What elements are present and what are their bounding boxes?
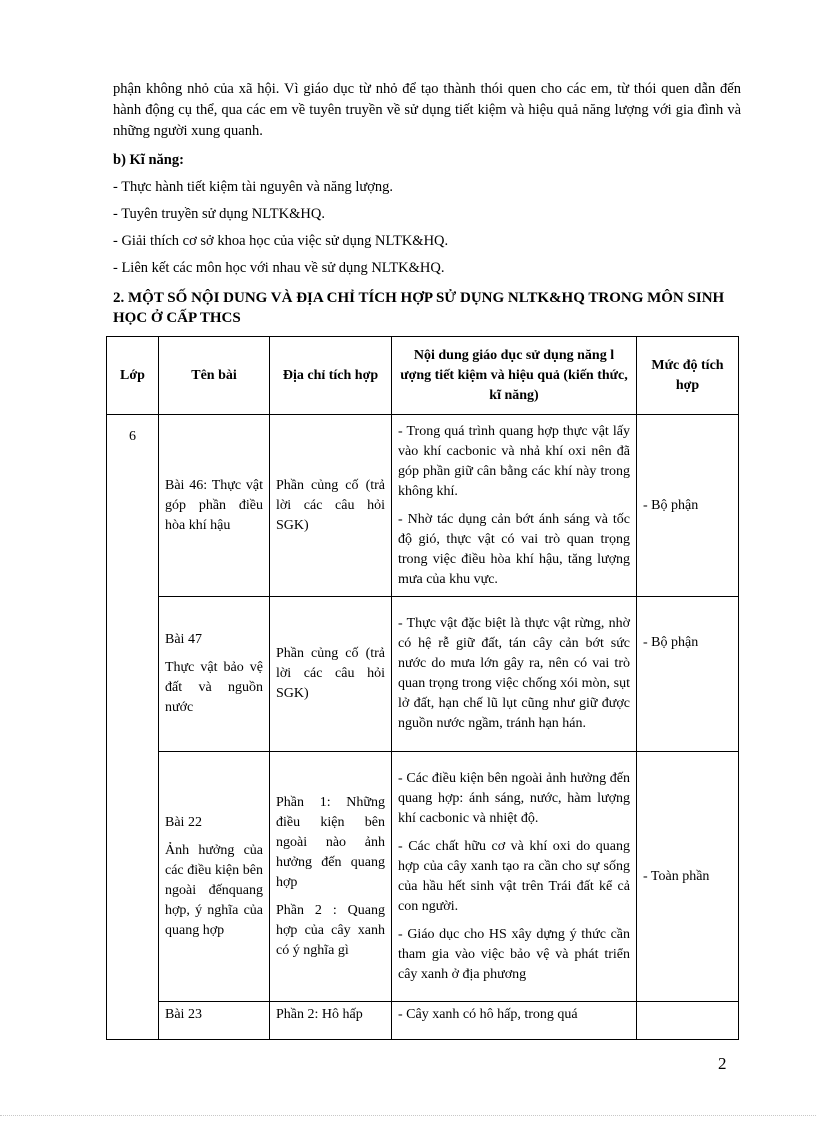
content-cell	[392, 1002, 637, 1040]
address-text: Phần 2: Hô hấp	[276, 1007, 363, 1022]
lesson-cell	[159, 597, 270, 752]
table-row	[107, 415, 739, 597]
content-paragraph: - Trong quá trình quang hợp thực vật lấy vào khí cacbonic và nhả khí oxi nên đã góp phần giữ cân bằng các khí này trong không khí.	[398, 423, 630, 499]
grade-cell: 6	[107, 415, 159, 1040]
skill-item: - Thực hành tiết kiệm tài nguyên và năng lượng.	[113, 179, 394, 195]
skills-heading: b) Kĩ năng:	[113, 152, 184, 168]
address-cell	[270, 415, 392, 597]
address-text: Phần 2 : Quang hợp của cây xanh có ý nghĩa gì	[276, 902, 385, 958]
table-header-row	[107, 337, 739, 415]
level-cell: - Bộ phận	[637, 415, 739, 597]
lesson-cell	[159, 415, 270, 597]
table-row	[107, 752, 739, 1002]
page-number: 2	[718, 1054, 727, 1073]
lesson-number: Bài 47	[165, 632, 202, 647]
address-text: Phần củng cố (trả lời các câu hỏi SGK)	[276, 477, 385, 533]
lesson-cell	[159, 1002, 270, 1040]
header-lesson: Tên bài	[159, 337, 270, 415]
lesson-name: Bài 46: Thực vật góp phần điều hòa khí hậu	[165, 477, 263, 533]
content-cell	[392, 415, 637, 597]
level-cell: - Bộ phận	[637, 597, 739, 752]
address-text: Phần 1: Những điều kiện bên ngoài nào ảnh hưởng đến quang hợp	[276, 794, 385, 890]
address-text: Phần củng cố (trả lời các câu hỏi SGK)	[276, 646, 385, 701]
content-paragraph: - Giáo dục cho HS xây dựng ý thức cần tham gia vào việc bảo vệ và phát triển cây xanh ở địa phương	[398, 926, 630, 982]
content-paragraph: - Các điều kiện bên ngoài ảnh hưởng đến quang hợp: ánh sáng, nước, hàm lượng khí cacbonic và nhiệt độ.	[398, 770, 630, 826]
header-grade: Lớp	[107, 337, 159, 415]
lesson-cell	[159, 752, 270, 1002]
lesson-number: Bài 23	[165, 1007, 202, 1022]
content-cell	[392, 597, 637, 752]
lesson-name: Ảnh hưởng của các điều kiện bên ngoài đếnquang hợp, ý nghĩa của quang hợp	[165, 842, 263, 938]
level-cell: - Toàn phần	[637, 752, 739, 1002]
table-row	[107, 1002, 739, 1040]
skill-item: - Liên kết các môn học với nhau về sử dụng NLTK&HQ.	[113, 260, 445, 276]
level-cell	[637, 1002, 739, 1040]
lesson-number: Bài 22	[165, 814, 202, 830]
content-cell	[392, 752, 637, 1002]
lesson-name: Thực vật bảo vệ đất và nguồn nước	[165, 660, 263, 715]
header-level: Mức độ tích hợp	[637, 337, 739, 415]
header-address: Địa chỉ tích hợp	[270, 337, 392, 415]
address-cell	[270, 597, 392, 752]
address-cell	[270, 752, 392, 1002]
footer-divider	[0, 1115, 816, 1116]
intro-paragraph: phận không nhỏ của xã hội. Vì giáo dục từ nhỏ để tạo thành thói quen cho các em, từ thói quen dẫn đến hành động cụ thể, qua các em về tuyên truyền về sử dụng tiết kiệm và hiệu quả năng lượng với gia đình và những người xung quanh.	[113, 81, 741, 139]
address-cell	[270, 1002, 392, 1040]
header-content: Nội dung giáo dục sử dụng năng l ượng tiết kiệm và hiệu quả (kiến thức, kĩ năng)	[392, 337, 637, 415]
skill-item: - Tuyên truyền sử dụng NLTK&HQ.	[113, 206, 325, 222]
skill-item: - Giải thích cơ sở khoa học của việc sử dụng NLTK&HQ.	[113, 233, 449, 249]
content-paragraph: - Cây xanh có hô hấp, trong quá	[398, 1007, 578, 1022]
content-paragraph: - Nhờ tác dụng cản bớt ánh sáng và tốc độ gió, thực vật có vai trò quan trọng trong việc điều hòa khí hậu, tăng lượng mưa của khu vực.	[398, 511, 630, 587]
table-row	[107, 597, 739, 752]
content-paragraph: - Các chất hữu cơ và khí oxi do quang hợp của cây xanh tạo ra cần cho sự sống của hầu hết sinh vật trên Trái đất kể cả con người.	[398, 838, 630, 914]
section-heading: 2. MỘT SỐ NỘI DUNG VÀ ĐỊA CHỈ TÍCH HỢP SỬ DỤNG NLTK&HQ TRONG MÔN SINH HỌC Ở CẤP THCS	[113, 290, 725, 326]
content-paragraph: - Thực vật đặc biệt là thực vật rừng, nhờ có hệ rễ giữ đất, tán cây cản bớt sức nước do mưa lớn gây ra, nên có vai trò quan trọng trong việc chống xói mòn, sụt lở đất, hạn chế lũ lụt cũng như giữ được nguồn nước ngầm, tránh hạn hán.	[398, 616, 630, 731]
integration-table	[106, 336, 739, 1040]
